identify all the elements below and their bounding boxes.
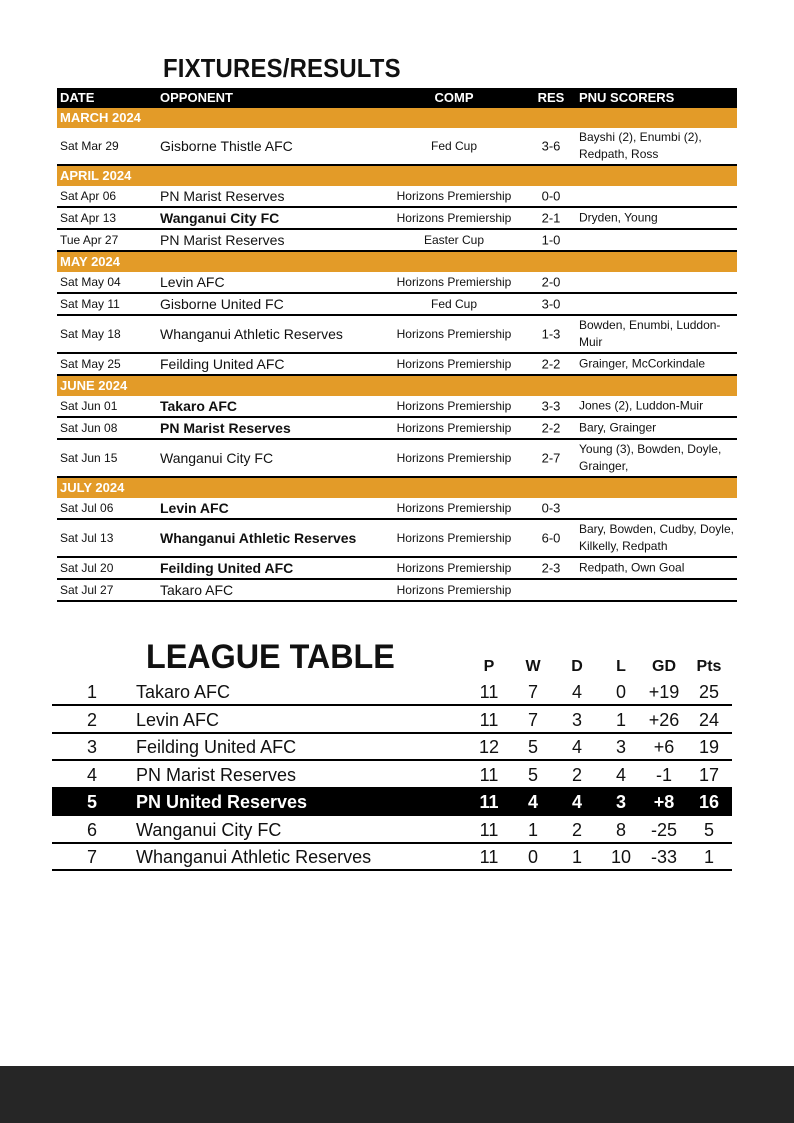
fixture-scorers: Grainger, McCorkindale <box>579 356 706 371</box>
league-l: 8 <box>615 819 626 840</box>
fixture-comp: Horizons Premiership <box>396 189 512 203</box>
fixture-scorers: Dryden, Young <box>579 210 658 225</box>
fixture-scorers: Bary, Grainger <box>579 420 657 435</box>
league-w: 0 <box>527 847 538 867</box>
league-p: 12 <box>478 737 500 757</box>
fixture-row <box>57 580 737 602</box>
league-pts: 1 <box>703 847 714 867</box>
league-team: Feilding United AFC <box>136 737 297 757</box>
fixture-result: 0-0 <box>541 188 561 204</box>
fixture-opponent: Takaro AFC <box>160 582 234 598</box>
header-date: DATE <box>60 90 95 105</box>
month-header <box>57 252 737 272</box>
league-d: 4 <box>571 682 582 702</box>
fixture-date: Sat Jun 01 <box>60 399 118 413</box>
league-row-highlight <box>52 789 732 816</box>
league-l: 3 <box>615 792 626 812</box>
league-row <box>52 762 732 789</box>
league-p: 11 <box>479 709 499 730</box>
league-gd: +26 <box>648 709 680 730</box>
league-header-p: P <box>483 658 495 675</box>
league-p: 11 <box>479 847 499 867</box>
league-p: 11 <box>479 792 499 812</box>
fixture-result: 3-3 <box>541 398 561 414</box>
league-position: 2 <box>86 709 97 730</box>
fixture-comp: Horizons Premiership <box>396 211 512 225</box>
league-row <box>52 679 732 706</box>
league-row <box>52 844 732 871</box>
fixture-row <box>57 520 737 558</box>
fixture-result: 2-1 <box>541 210 561 226</box>
league-l: 10 <box>610 847 632 867</box>
header-comp: COMP <box>434 90 474 105</box>
fixture-result: 1-0 <box>541 232 561 248</box>
league-gd: +8 <box>653 792 675 812</box>
fixtures-table <box>57 88 737 602</box>
league-d: 4 <box>571 737 582 757</box>
league-header-gd: GD <box>652 658 676 675</box>
fixture-row <box>57 498 737 520</box>
fixture-opponent: PN Marist Reserves <box>160 188 285 204</box>
fixture-opponent: Feilding United AFC <box>160 560 294 576</box>
league-team: PN Marist Reserves <box>136 764 297 785</box>
fixture-date: Sat Apr 13 <box>60 211 117 225</box>
league-row <box>52 817 732 844</box>
fixture-opponent: Whanganui Athletic Reserves <box>160 326 343 342</box>
league-position: 6 <box>86 819 97 840</box>
header-scorers: PNU SCORERS <box>579 90 675 105</box>
fixture-row <box>57 354 737 376</box>
league-gd: +6 <box>653 737 675 757</box>
league-pts: 24 <box>698 709 720 730</box>
fixture-comp: Horizons Premiership <box>396 531 512 545</box>
footer-band <box>0 1066 794 1123</box>
league-w: 1 <box>527 819 538 840</box>
league-w: 5 <box>527 764 538 785</box>
fixture-opponent: PN Marist Reserves <box>160 232 285 248</box>
month-label: MAY 2024 <box>60 254 120 269</box>
fixture-row <box>57 186 737 208</box>
league-team: Wanganui City FC <box>136 819 282 840</box>
month-header <box>57 376 737 396</box>
month-header <box>57 166 737 186</box>
league-pts: 17 <box>698 764 720 785</box>
fixture-opponent: Levin AFC <box>160 500 229 516</box>
league-l: 3 <box>615 737 626 757</box>
league-table <box>52 638 732 878</box>
fixture-scorers: Bary, Bowden, Cudby, Doyle, Kilkelly, Redpath <box>579 522 734 553</box>
fixture-result: 3-6 <box>541 138 561 154</box>
fixture-scorers: Jones (2), Luddon-Muir <box>579 398 704 413</box>
league-pts: 25 <box>698 682 720 702</box>
fixture-comp: Horizons Premiership <box>396 451 512 465</box>
fixture-scorers: Young (3), Bowden, Doyle, Grainger, <box>579 442 722 473</box>
fixture-date: Sat Jul 20 <box>60 561 114 575</box>
league-row <box>52 734 732 761</box>
league-d: 2 <box>571 764 582 785</box>
league-gd: +19 <box>648 682 680 702</box>
fixture-date: Sat May 11 <box>60 297 120 311</box>
league-header-l: L <box>616 658 626 675</box>
fixture-row <box>57 396 737 418</box>
fixture-comp: Horizons Premiership <box>396 421 512 435</box>
fixture-comp: Horizons Premiership <box>396 561 512 575</box>
fixture-comp: Horizons Premiership <box>396 275 512 289</box>
fixture-comp: Horizons Premiership <box>396 501 512 515</box>
fixture-opponent: Whanganui Athletic Reserves <box>160 530 357 546</box>
fixture-comp: Horizons Premiership <box>396 583 512 597</box>
league-pts: 5 <box>703 819 714 840</box>
fixture-row <box>57 294 737 316</box>
league-d: 4 <box>571 792 582 812</box>
league-p: 11 <box>479 682 499 702</box>
fixture-date: Sat May 04 <box>60 275 121 289</box>
fixture-comp: Horizons Premiership <box>396 357 512 371</box>
league-w: 5 <box>527 737 538 757</box>
league-w: 7 <box>527 709 538 730</box>
league-p: 11 <box>479 764 499 785</box>
fixture-date: Sat May 18 <box>60 327 121 341</box>
fixtures-header-row <box>57 88 737 108</box>
fixture-row <box>57 418 737 440</box>
league-header-pts: Pts <box>696 658 722 675</box>
league-gd: -33 <box>650 847 677 867</box>
fixture-date: Sat Jul 27 <box>60 583 114 597</box>
month-header <box>57 478 737 498</box>
fixture-opponent: Gisborne Thistle AFC <box>160 138 293 154</box>
month-label: JUNE 2024 <box>60 378 128 393</box>
league-position: 7 <box>86 847 97 867</box>
fixture-result: 2-2 <box>541 356 561 372</box>
fixture-scorers: Bayshi (2), Enumbi (2), Redpath, Ross <box>579 130 702 161</box>
fixture-result: 2-0 <box>541 274 561 290</box>
fixtures-title: FIXTURES/RESULTS <box>163 53 401 83</box>
fixture-opponent: Gisborne United FC <box>160 296 284 312</box>
fixture-opponent: Feilding United AFC <box>160 356 285 372</box>
fixture-opponent: PN Marist Reserves <box>160 420 291 436</box>
league-w: 4 <box>527 792 538 812</box>
fixture-date: Sat Jun 15 <box>60 451 118 465</box>
fixture-result: 3-0 <box>541 296 561 312</box>
fixture-date: Tue Apr 27 <box>60 233 119 247</box>
league-position: 1 <box>86 682 97 702</box>
fixture-opponent: Takaro AFC <box>160 398 238 414</box>
fixture-opponent: Wanganui City FC <box>160 210 280 226</box>
fixture-scorers: Redpath, Own Goal <box>579 560 685 575</box>
league-l: 4 <box>615 764 626 785</box>
fixture-opponent: Levin AFC <box>160 274 225 290</box>
league-team: Takaro AFC <box>136 682 231 702</box>
league-position: 5 <box>86 792 97 812</box>
header-opponent: OPPONENT <box>160 90 233 105</box>
fixture-result: 2-7 <box>541 450 561 466</box>
fixture-date: Sat Jun 08 <box>60 421 118 435</box>
league-p: 11 <box>479 819 499 840</box>
league-position: 4 <box>86 764 97 785</box>
month-label: APRIL 2024 <box>60 168 132 183</box>
fixture-comp: Fed Cup <box>430 139 478 153</box>
fixture-result: 2-3 <box>541 560 561 576</box>
fixture-row <box>57 272 737 294</box>
league-title: LEAGUE TABLE <box>146 638 395 676</box>
league-position: 3 <box>86 737 97 757</box>
fixture-result: 6-0 <box>541 530 561 546</box>
month-header <box>57 108 737 128</box>
league-gd: -25 <box>650 819 677 840</box>
league-d: 1 <box>571 847 582 867</box>
fixture-comp: Horizons Premiership <box>396 399 512 413</box>
league-header-d: D <box>571 658 583 675</box>
fixture-result: 1-3 <box>541 326 561 342</box>
fixture-date: Sat Apr 06 <box>60 189 117 203</box>
fixture-result: 2-2 <box>541 420 561 436</box>
fixture-row <box>57 440 737 478</box>
fixture-comp: Horizons Premiership <box>396 327 512 341</box>
league-d: 3 <box>571 709 582 730</box>
fixture-row <box>57 316 737 354</box>
header-res: RES <box>537 90 565 105</box>
league-gd: -1 <box>655 764 672 785</box>
league-l: 1 <box>615 709 626 730</box>
league-team: PN United Reserves <box>136 792 308 812</box>
fixture-scorers: Bowden, Enumbi, Luddon-Muir <box>579 318 721 349</box>
fixture-result: 0-3 <box>541 500 561 516</box>
fixture-comp: Easter Cup <box>423 233 485 247</box>
month-label: MARCH 2024 <box>60 110 141 125</box>
league-d: 2 <box>571 819 582 840</box>
fixture-row <box>57 208 737 230</box>
league-w: 7 <box>527 682 538 702</box>
league-team: Levin AFC <box>136 709 220 730</box>
fixture-date: Sat Jul 13 <box>60 531 114 545</box>
fixtures-body <box>57 108 737 602</box>
fixture-date: Sat Jul 06 <box>60 501 114 515</box>
league-pts: 19 <box>698 737 720 757</box>
fixture-comp: Fed Cup <box>430 297 478 311</box>
league-pts: 16 <box>698 792 720 812</box>
fixture-opponent: Wanganui City FC <box>160 450 274 466</box>
league-team: Whanganui Athletic Reserves <box>136 847 372 867</box>
fixture-row <box>57 558 737 580</box>
fixture-row <box>57 128 737 166</box>
fixture-row <box>57 230 737 252</box>
fixture-date: Sat Mar 29 <box>60 139 119 153</box>
fixture-date: Sat May 25 <box>60 357 121 371</box>
league-l: 0 <box>615 682 626 702</box>
month-label: JULY 2024 <box>60 480 125 495</box>
league-row <box>52 707 732 734</box>
league-header-w: W <box>525 658 541 675</box>
